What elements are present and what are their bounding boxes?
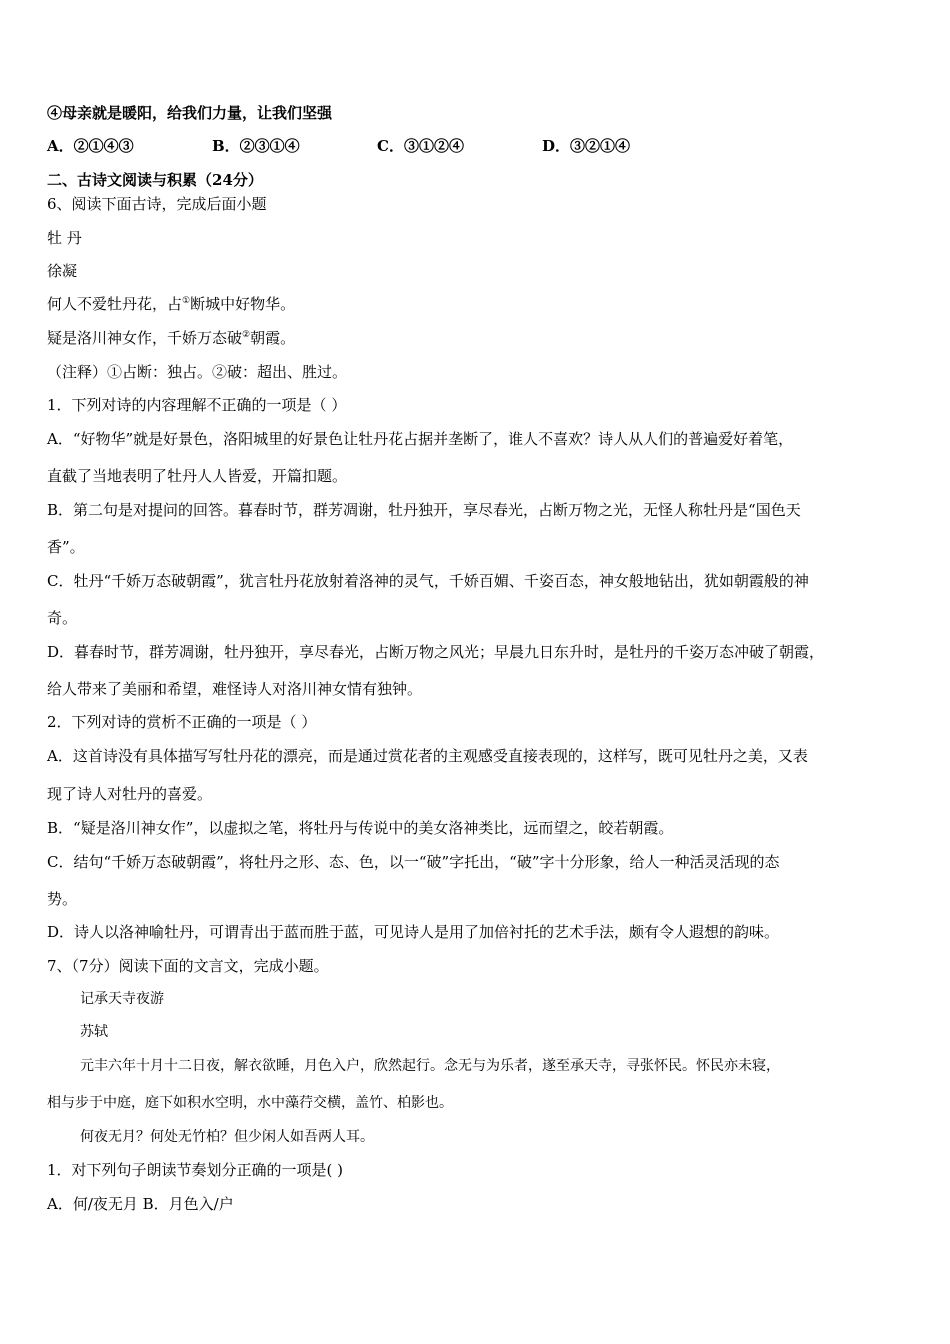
- poem-author: 徐凝: [47, 262, 78, 280]
- poem-line-1: 何人不爱牡丹花，占①断城中好物华。: [47, 295, 296, 313]
- q7-passage-author: 苏轼: [80, 1024, 108, 1040]
- q6-sub2-option-c-line1: C．结句“千娇万态破朝霞”，将牡丹之形、态、色，以一“破”字托出，“破”字十分形象，给人一种活灵活现的态: [47, 853, 780, 871]
- q5-options: [47, 136, 910, 156]
- q6-sub1-option-c-line2: 奇。: [47, 609, 78, 627]
- section2-heading: 二、古诗文阅读与积累（24分）: [47, 171, 263, 189]
- q6-sub2-option-a-line1: A．这首诗没有具体描写写牡丹花的漂亮，而是通过赏花者的主观感受直接表现的，这样写，既可见牡丹之美，又表: [47, 747, 808, 765]
- q6-sub1-option-a-line2: 直截了当地表明了牡丹人人皆爱，开篇扣题。: [47, 467, 348, 485]
- q6-sub2-option-b: B．“疑是洛川神女作”，以虚拟之笔，将牡丹与传说中的美女洛神类比，远而望之，皎若朝霞。: [47, 819, 674, 837]
- q7-passage-para1-line2: 相与步于中庭，庭下如积水空明，水中藻荇交横，盖竹、柏影也。: [47, 1095, 453, 1111]
- q6-sub1-option-b-line1: B．第二句是对提问的回答。暮春时节，群芳凋谢，牡丹独开，享尽春光，占断万物之光，无怪人称牡丹是“国色天: [47, 501, 801, 519]
- q6-intro: 6、阅读下面古诗，完成后面小题: [47, 195, 267, 213]
- poem-line-2: 疑是洛川神女作，千娇万态破②朝霞。: [47, 329, 296, 347]
- q7-passage-para2: 何夜无月？何处无竹柏？但少闲人如吾两人耳。: [80, 1129, 374, 1145]
- q6-sub1-option-d-line1: D．暮春时节，群芳凋谢，牡丹独开，享尽春光，占断万物之风光；早晨九日东升时，是牡丹的千姿万态冲破了朝霞，: [47, 643, 825, 661]
- q6-sub1-option-d-line2: 给人带来了美丽和希望，难怪诗人对洛川神女情有独钟。: [47, 680, 423, 698]
- q6-sub1-option-c-line1: C．牡丹“千娇万态破朝霞”，犹言牡丹花放射着洛神的灵气，千娇百媚、千姿百态，神女般地钻出，犹如朝霞般的神: [47, 572, 809, 590]
- q7-intro: 7、（7分）阅读下面的文言文，完成小题。: [47, 957, 329, 975]
- q6-sub2-option-d: D．诗人以洛神喻牡丹，可谓青出于蓝而胜于蓝，可见诗人是用了加倍衬托的艺术手法，颇有令人遐想的韵味。: [47, 923, 780, 941]
- q6-sub2-option-a-line2: 现了诗人对牡丹的喜爱。: [47, 785, 213, 803]
- q5-item4: ④母亲就是暖阳，给我们力量，让我们坚强: [47, 104, 333, 122]
- q5-option-c: C．③①②④: [377, 137, 464, 155]
- q6-sub1-stem: 1．下列对诗的内容理解不正确的一项是（ ）: [47, 396, 347, 414]
- poem-title: 牡 丹: [47, 229, 82, 247]
- q6-sub1-option-b-line2: 香”。: [47, 538, 85, 556]
- q5-option-d: D．③②①④: [542, 137, 631, 155]
- q7-sub1-stem: 1．对下列句子朗读节奏划分正确的一项是( ): [47, 1161, 344, 1179]
- q5-option-a: A．②①④③: [47, 137, 134, 155]
- q6-sub1-option-a-line1: A．“好物华”就是好景色，洛阳城里的好景色让牡丹花占据并垄断了，谁人不喜欢？诗人从人们的普遍爱好着笔，: [47, 430, 794, 448]
- note-marker-2: ②: [242, 330, 251, 340]
- q7-sub1-options: A．何/夜无月 B．月色入/户: [47, 1195, 234, 1213]
- q7-passage-title: 记承天寺夜游: [80, 991, 164, 1007]
- poem-annotation: （注释）①占断：独占。②破：超出、胜过。: [47, 363, 348, 381]
- q6-sub2-stem: 2．下列对诗的赏析不正确的一项是（ ）: [47, 713, 317, 731]
- q6-sub2-option-c-line2: 势。: [47, 890, 78, 908]
- q7-passage-para1-line1: 元丰六年十月十二日夜，解衣欲睡，月色入户，欣然起行。念无与为乐者，遂至承天寺，寻张怀民。怀民亦未寝，: [80, 1058, 780, 1074]
- q5-option-b: B．②③①④: [212, 137, 300, 155]
- note-marker-1: ①: [182, 296, 191, 306]
